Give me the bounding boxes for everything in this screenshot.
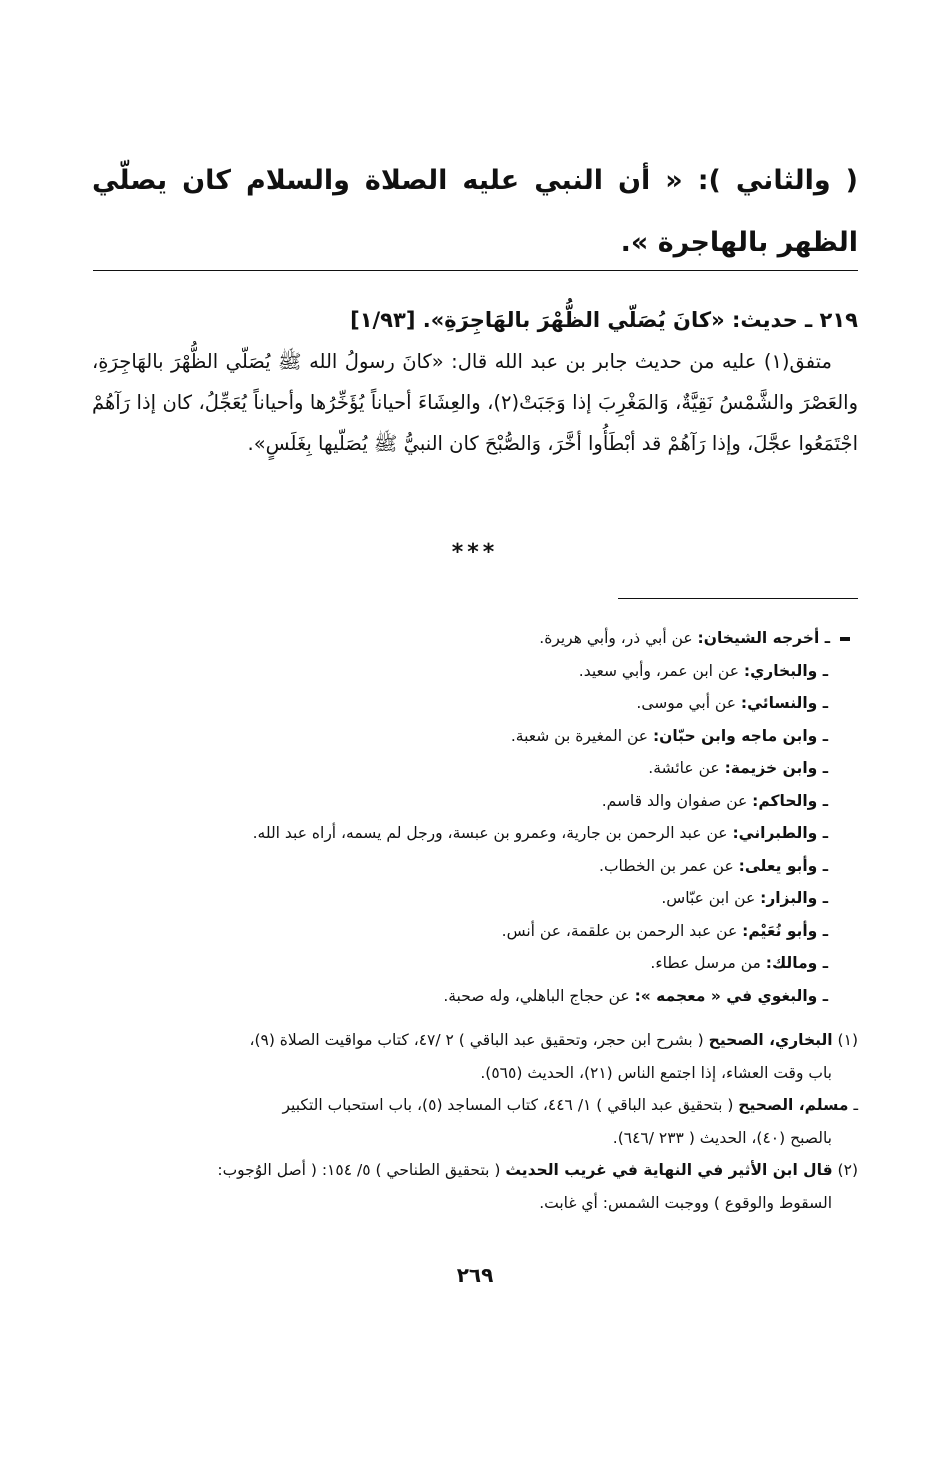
footnote-source: مسلم، الصحيح (738, 1096, 849, 1114)
footnote-continuation: باب وقت العشاء، إذا اجتمع الناس (٢١)، الحديث (٥٦٥). (480, 1063, 832, 1082)
footnote-text: ( بتحقيق عبد الباقي ) ١/ ٤٤٦، كتاب المساجد (٥)، باب استحباب التكبير (282, 1096, 739, 1114)
section-separator-stars: *** (451, 540, 499, 565)
takhrij-item: ـ والطبراني: عن عبد الرحمن بن جارية، وعمرو بن عبسة، ورجل لم يسمه، أراه عبد الله. (252, 824, 828, 842)
takhrij-item: ـ والبزار: عن ابن عبّاس. (661, 889, 828, 907)
takhrij-item: ـ والحاكم: عن صفوان والد قاسم. (601, 791, 828, 810)
footnote-text: ( بتحقيق الطناحي ) ٥/ ١٥٤: ( أصل الوُجوب: (217, 1161, 506, 1179)
footnote-text: ( بشرح ابن حجر، وتحقيق عبد الباقي ) ٢ /٤٧، كتاب مواقيت الصلاة (٩)، (249, 1031, 709, 1049)
takhrij-item: ـ أخرجه الشيخان: عن أبي ذر، وأبي هريرة. (90, 622, 850, 655)
takhrij-item: ـ والنسائي: عن أبي موسى. (636, 694, 828, 712)
hadith-entry (92, 300, 858, 464)
hadith-body: متفق(١) عليه من حديث جابر بن عبد الله قال: «كانَ رسولُ الله ﷺ يُصَلّي الظُّهْرَ بالهَاجِرَةِ، والعَصْرَ والشَّمْسُ نَقِيَّةٌ، وَالمَغْرِبَ إذا وَجَبَتْ(٢)، والعِشَاءَ أحياناً يُؤَخِّرُها وأحياناً يُعَجِّلُ، كان إذا رَآهُمْ اجْتَمَعُوا عجَّلَ، وإذا رَآهُمْ قد أبْطَأُوا أخَّرَ، وَالصُّبْحَ كان النبيُّ ﷺ يُصَلّيها بِغَلَسٍ». (92, 350, 858, 455)
footnote-marker: (١) (837, 1031, 858, 1049)
footnote-1b (92, 1089, 858, 1154)
footnote-1 (92, 1024, 858, 1089)
takhrij-item: ـ والبخاري: عن ابن عمر، وأبي سعيد. (578, 661, 828, 680)
bullet-icon (840, 637, 850, 641)
takhrij-item: ـ وأبو يعلى: عن عمر بن الخطاب. (599, 856, 828, 875)
takhrij-item: ـ وابن ماجه وابن حبّان: عن المغيرة بن شعبة. (510, 726, 828, 745)
footnote-2 (92, 1154, 858, 1219)
takhrij-item: ـ والبغوي في « معجمه »: عن حجاج الباهلي، وله صحبة. (443, 986, 828, 1005)
takhrij-item: ـ وابن خزيمة: عن عائشة. (648, 759, 828, 777)
footnote-marker: ـ (853, 1096, 858, 1114)
footnote-source: قال ابن الأثير في النهاية في غريب الحديث (505, 1161, 833, 1179)
main-separator-line (93, 270, 858, 271)
footnote-source: البخاري، الصحيح (708, 1031, 833, 1049)
takhrij-item: ـ ومالك: من مرسل عطاء. (650, 954, 828, 972)
footnote-marker: (٢) (837, 1161, 858, 1179)
takhrij-list (90, 622, 850, 1012)
footnote-separator-line (618, 598, 858, 599)
footnote-continuation: السقوط والوقوع ) ووجبت الشمس: أي غابت. (539, 1193, 832, 1212)
takhrij-item: ـ وأبو نُعَيْم: عن عبد الرحمن بن علقمة، عن أنس. (501, 921, 828, 940)
footnotes (92, 1024, 858, 1219)
footnote-continuation: بالصبح (٤٠)، الحديث ( ٢٣٣ /٦٤٦). (612, 1128, 832, 1147)
page-number: ٢٦٩ (456, 1263, 494, 1287)
hadith-heading: ٢١٩ ـ حديث: «كانَ يُصَلّي الظُّهْرَ بالهَاجِرَةِ». [١/٩٣] (350, 308, 858, 332)
matn-text: ( والثاني ): « أن النبي عليه الصلاة والسلام كان يصلّي الظهر بالهاجرة ». (92, 165, 858, 258)
